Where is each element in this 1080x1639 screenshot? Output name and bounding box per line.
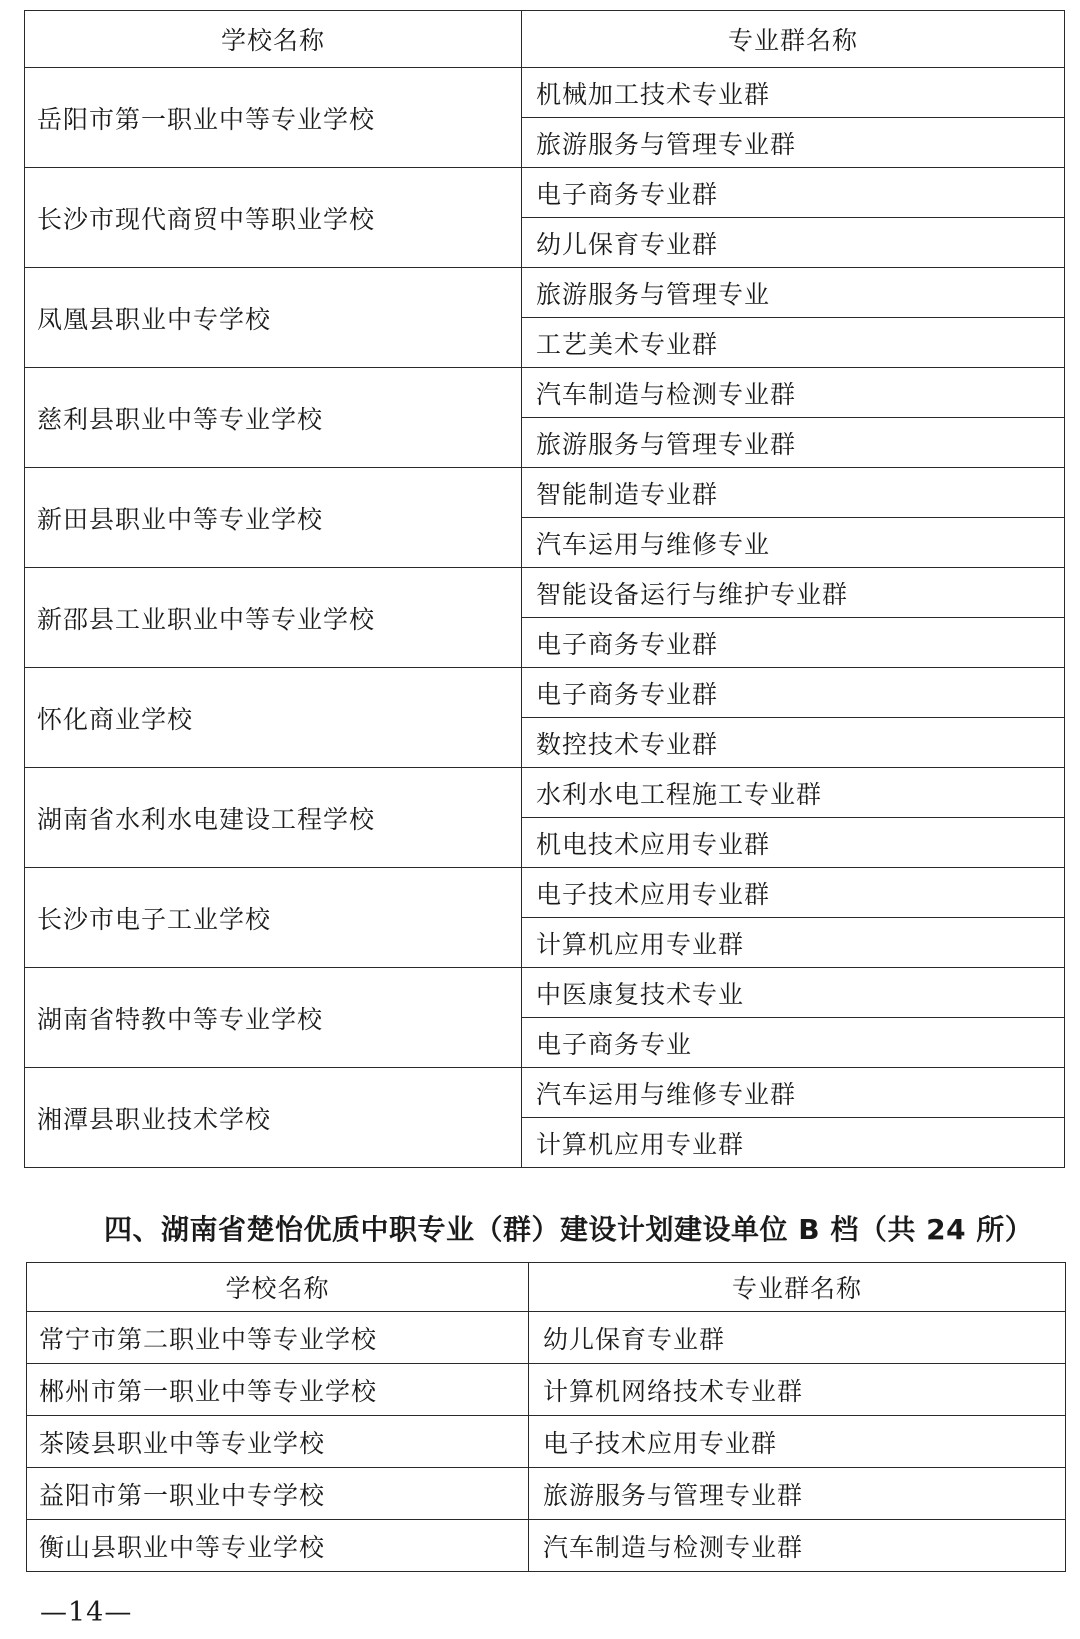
major-group-cell: 汽车制造与检测专业群 [522, 368, 1065, 418]
major-group-cell: 汽车制造与检测专业群 [529, 1520, 1066, 1572]
header-major-group-name: 专业群名称 [522, 11, 1065, 68]
header-major-group-name: 专业群名称 [529, 1263, 1066, 1312]
major-group-cell: 电子商务专业群 [522, 168, 1065, 218]
major-group-cell: 中医康复技术专业 [522, 968, 1065, 1018]
school-name-cell: 湘潭县职业技术学校 [25, 1068, 522, 1168]
school-name-cell: 凤凰县职业中专学校 [25, 268, 522, 368]
major-group-cell: 幼儿保育专业群 [529, 1312, 1066, 1364]
major-group-cell: 智能制造专业群 [522, 468, 1065, 518]
table-row [25, 1068, 1065, 1118]
table-row [25, 968, 1065, 1018]
major-group-cell: 数控技术专业群 [522, 718, 1065, 768]
header-school-name: 学校名称 [27, 1263, 529, 1312]
table-row [27, 1312, 1066, 1364]
school-name-cell: 长沙市电子工业学校 [25, 868, 522, 968]
school-name-cell: 慈利县职业中等专业学校 [25, 368, 522, 468]
major-group-cell: 机电技术应用专业群 [522, 818, 1065, 868]
header-school-name: 学校名称 [25, 11, 522, 68]
major-group-cell: 计算机应用专业群 [522, 1118, 1065, 1168]
table-header-row [25, 11, 1065, 68]
major-group-cell: 旅游服务与管理专业群 [529, 1468, 1066, 1520]
major-group-cell: 电子商务专业群 [522, 668, 1065, 718]
major-group-cell: 计算机应用专业群 [522, 918, 1065, 968]
table-row [27, 1520, 1066, 1572]
major-group-cell: 计算机网络技术专业群 [529, 1364, 1066, 1416]
major-group-cell: 旅游服务与管理专业群 [522, 418, 1065, 468]
table-row [25, 468, 1065, 518]
school-name-cell: 湖南省水利水电建设工程学校 [25, 768, 522, 868]
table-row [25, 268, 1065, 318]
major-group-cell: 旅游服务与管理专业群 [522, 118, 1065, 168]
school-name-cell: 长沙市现代商贸中等职业学校 [25, 168, 522, 268]
school-major-table-a [24, 10, 1065, 1168]
major-group-cell: 汽车运用与维修专业群 [522, 1068, 1065, 1118]
table-row [25, 768, 1065, 818]
major-group-cell: 电子商务专业群 [522, 618, 1065, 668]
school-name-cell: 茶陵县职业中等专业学校 [27, 1416, 529, 1468]
school-name-cell: 常宁市第二职业中等专业学校 [27, 1312, 529, 1364]
table-row [25, 168, 1065, 218]
table-row [27, 1416, 1066, 1468]
school-name-cell: 益阳市第一职业中专学校 [27, 1468, 529, 1520]
school-name-cell: 新田县职业中等专业学校 [25, 468, 522, 568]
school-name-cell: 湖南省特教中等专业学校 [25, 968, 522, 1068]
major-group-cell: 水利水电工程施工专业群 [522, 768, 1065, 818]
major-group-cell: 电子商务专业 [522, 1018, 1065, 1068]
page-number: —14— [40, 1597, 133, 1628]
major-group-cell: 幼儿保育专业群 [522, 218, 1065, 268]
major-group-cell: 电子技术应用专业群 [522, 868, 1065, 918]
table-row [25, 668, 1065, 718]
major-group-cell: 汽车运用与维修专业 [522, 518, 1065, 568]
school-name-cell: 郴州市第一职业中等专业学校 [27, 1364, 529, 1416]
table-row [25, 368, 1065, 418]
table-row [25, 68, 1065, 118]
major-group-cell: 电子技术应用专业群 [529, 1416, 1066, 1468]
table-row [27, 1364, 1066, 1416]
school-name-cell: 怀化商业学校 [25, 668, 522, 768]
major-group-cell: 机械加工技术专业群 [522, 68, 1065, 118]
school-name-cell: 衡山县职业中等专业学校 [27, 1520, 529, 1572]
school-name-cell: 岳阳市第一职业中等专业学校 [25, 68, 522, 168]
table-row [25, 568, 1065, 618]
table-header-row [27, 1263, 1066, 1312]
major-group-cell: 智能设备运行与维护专业群 [522, 568, 1065, 618]
school-major-table-b [26, 1262, 1066, 1572]
table-row [27, 1468, 1066, 1520]
major-group-cell: 旅游服务与管理专业 [522, 268, 1065, 318]
table-row [25, 868, 1065, 918]
major-group-cell: 工艺美术专业群 [522, 318, 1065, 368]
school-name-cell: 新邵县工业职业中等专业学校 [25, 568, 522, 668]
section-heading: 四、湖南省楚怡优质中职专业（群）建设计划建设单位 B 档（共 24 所） [104, 1213, 1034, 1246]
